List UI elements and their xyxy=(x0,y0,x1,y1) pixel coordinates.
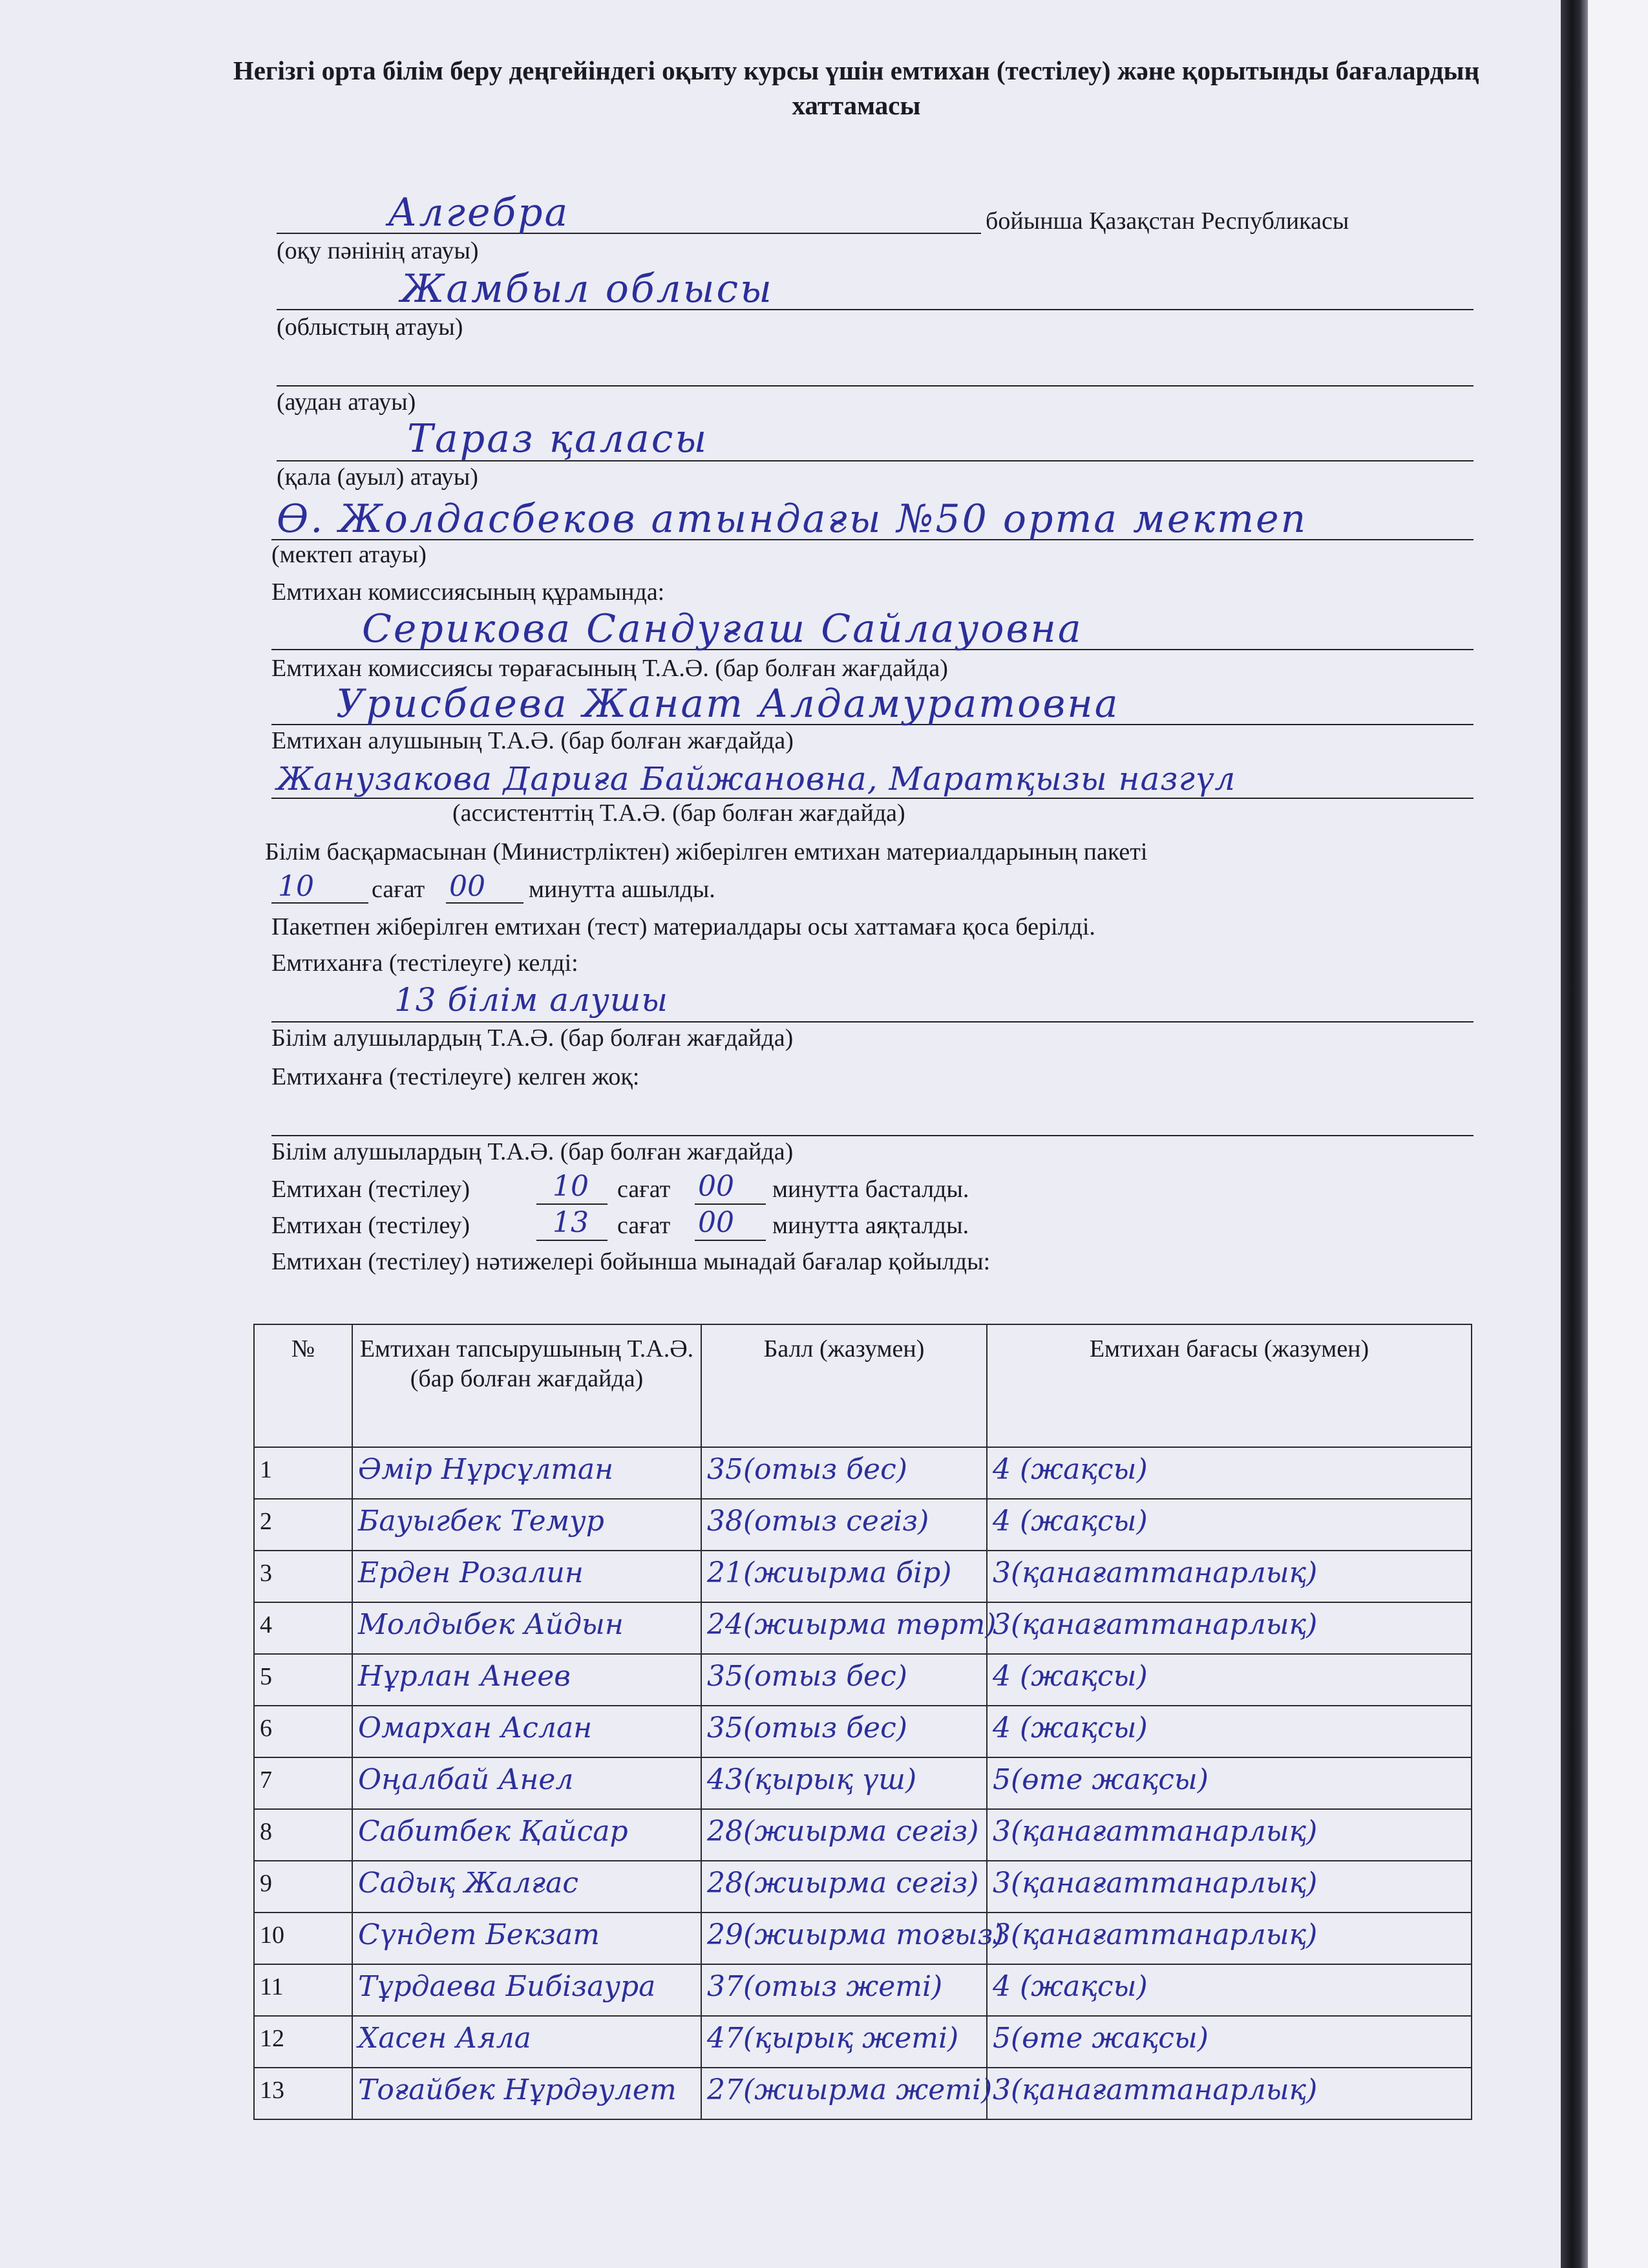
table-row xyxy=(254,1499,1472,1551)
student-score: 35(отыз бес) xyxy=(701,1654,987,1706)
table-row xyxy=(254,1447,1472,1499)
header-student-name: Емтихан тапсырушының Т.А.Ә. (бар болған жағдайда) xyxy=(352,1324,701,1447)
absent-caption: Білім алушылардың Т.А.Ә. (бар болған жағдайда) xyxy=(271,1138,794,1165)
table-row xyxy=(254,1551,1472,1602)
results-body xyxy=(254,1447,1472,2119)
header-number: № xyxy=(254,1324,352,1447)
school-caption: (мектеп атауы) xyxy=(271,541,427,568)
start-hour-line xyxy=(536,1203,607,1205)
row-number: 1 xyxy=(254,1447,352,1499)
end-minute-line xyxy=(695,1240,766,1241)
row-number: 7 xyxy=(254,1757,352,1809)
results-intro: Емтихан (тестілеу) нәтижелері бойынша мынадай бағалар қойылды: xyxy=(271,1248,991,1275)
end-minute: 00 xyxy=(698,1206,734,1239)
end-hour-line xyxy=(536,1240,607,1241)
subject-suffix: бойынша Қазақстан Республикасы xyxy=(986,207,1349,235)
student-grade: 3(қанағаттанарлық) xyxy=(987,2068,1472,2119)
student-score: 38(отыз сегіз) xyxy=(701,1499,987,1551)
student-score: 21(жиырма бір) xyxy=(701,1551,987,1602)
row-number: 10 xyxy=(254,1913,352,1964)
start-minute-line xyxy=(695,1203,766,1205)
region-caption: (облыстың атауы) xyxy=(277,313,463,341)
student-name: Әмір Нұрсұлтан xyxy=(352,1447,701,1499)
student-name: Молдыбек Айдын xyxy=(352,1602,701,1654)
absent-label: Емтиханға (тестілеуге) келген жоқ: xyxy=(271,1063,640,1090)
city-value: Тараз қаласы xyxy=(407,416,709,461)
student-name: Сүндет Бекзат xyxy=(352,1913,701,1964)
attended-line xyxy=(271,1021,1474,1023)
header-grade: Емтихан бағасы (жазумен) xyxy=(987,1324,1472,1447)
table-row xyxy=(254,1913,1472,1964)
student-name: Омархан Аслан xyxy=(352,1706,701,1757)
student-name: Оңалбай Анел xyxy=(352,1757,701,1809)
start-hour-label: сағат xyxy=(617,1176,671,1203)
row-number: 6 xyxy=(254,1706,352,1757)
student-name: Тұрдаева Бибізаура xyxy=(352,1964,701,2016)
student-grade: 4 (жақсы) xyxy=(987,1964,1472,2016)
header-score: Балл (жазумен) xyxy=(701,1324,987,1447)
chair-caption: Емтихан комиссиясы төрағасының Т.А.Ә. (бар болған жағдайда) xyxy=(271,655,948,682)
student-score: 28(жиырма сегіз) xyxy=(701,1861,987,1913)
subject-value: Алгебра xyxy=(388,190,570,235)
student-score: 47(қырық жеті) xyxy=(701,2016,987,2068)
student-score: 35(отыз бес) xyxy=(701,1706,987,1757)
package-minute-label: минутта ашылды. xyxy=(529,876,715,903)
end-suffix: минутта аяқталды. xyxy=(772,1212,969,1239)
student-grade: 3(қанағаттанарлық) xyxy=(987,1809,1472,1861)
student-score: 27(жиырма жеті) xyxy=(701,2068,987,2119)
row-number: 8 xyxy=(254,1809,352,1861)
attended-label: Емтиханға (тестілеуге) келді: xyxy=(271,949,578,977)
results-header-row xyxy=(254,1324,1472,1447)
end-prefix: Емтихан (тестілеу) xyxy=(271,1212,470,1239)
start-hour: 10 xyxy=(553,1170,589,1203)
assistants-value: Жанузакова Дариға Байжановна, Маратқызы назгүл xyxy=(277,760,1236,798)
commission-label: Емтихан комиссиясының құрамында: xyxy=(271,578,665,606)
start-suffix: минутта басталды. xyxy=(772,1176,969,1203)
table-row xyxy=(254,2068,1472,2119)
district-line xyxy=(277,385,1474,387)
table-row xyxy=(254,1757,1472,1809)
school-value: Ө. Жолдасбеков атындағы №50 орта мектеп xyxy=(277,496,1308,542)
row-number: 13 xyxy=(254,2068,352,2119)
table-row xyxy=(254,1861,1472,1913)
student-grade: 3(қанағаттанарлық) xyxy=(987,1861,1472,1913)
examiner-caption: Емтихан алушының Т.А.Ә. (бар болған жағдайда) xyxy=(271,727,794,754)
attended-caption: Білім алушылардың Т.А.Ә. (бар болған жағдайда) xyxy=(271,1024,794,1052)
student-grade: 5(өте жақсы) xyxy=(987,2016,1472,2068)
package-hour: 10 xyxy=(278,870,314,903)
student-score: 24(жиырма төрт) xyxy=(701,1602,987,1654)
table-row xyxy=(254,1654,1472,1706)
student-grade: 4 (жақсы) xyxy=(987,1706,1472,1757)
table-row xyxy=(254,1809,1472,1861)
row-number: 9 xyxy=(254,1861,352,1913)
student-name: Садық Жалғас xyxy=(352,1861,701,1913)
student-grade: 4 (жақсы) xyxy=(987,1447,1472,1499)
end-hour: 13 xyxy=(553,1206,589,1239)
attended-value: 13 білім алушы xyxy=(394,981,668,1019)
chair-value: Серикова Сандуғаш Сайлауовна xyxy=(362,606,1083,652)
student-grade: 3(қанағаттанарлық) xyxy=(987,1913,1472,1964)
student-grade: 5(өте жақсы) xyxy=(987,1757,1472,1809)
student-score: 37(отыз жеті) xyxy=(701,1964,987,2016)
start-prefix: Емтихан (тестілеу) xyxy=(271,1176,470,1203)
student-name: Нұрлан Анеев xyxy=(352,1654,701,1706)
student-score: 29(жиырма тоғыз) xyxy=(701,1913,987,1964)
row-number: 11 xyxy=(254,1964,352,2016)
region-value: Жамбыл облысы xyxy=(401,266,774,312)
materials-note: Пакетпен жіберілген емтихан (тест) материалдары осы хаттамаға қоса берілді. xyxy=(271,913,1095,940)
row-number: 2 xyxy=(254,1499,352,1551)
end-hour-label: сағат xyxy=(617,1212,671,1239)
student-name: Хасен Аяла xyxy=(352,2016,701,2068)
scan-margin xyxy=(1588,0,1648,2268)
assistants-caption: (ассистенттің Т.А.Ә. (бар болған жағдайда) xyxy=(452,800,905,827)
row-number: 3 xyxy=(254,1551,352,1602)
row-number: 4 xyxy=(254,1602,352,1654)
table-row xyxy=(254,2016,1472,2068)
package-line1: Білім басқармасынан (Министрліктен) жіберілген емтихан материалдарының пакеті xyxy=(265,838,1148,865)
examiner-value: Урисбаева Жанат Алдамуратовна xyxy=(336,681,1120,726)
package-hour-label: сағат xyxy=(372,876,425,903)
start-minute: 00 xyxy=(698,1170,734,1203)
table-row xyxy=(254,1602,1472,1654)
subject-caption: (оқу пәнінің атауы) xyxy=(277,237,479,264)
student-grade: 3(қанағаттанарлық) xyxy=(987,1551,1472,1602)
student-score: 28(жиырма сегіз) xyxy=(701,1809,987,1861)
package-minute: 00 xyxy=(449,870,485,903)
student-name: Ерден Розалин xyxy=(352,1551,701,1602)
row-number: 5 xyxy=(254,1654,352,1706)
city-caption: (қала (ауыл) атауы) xyxy=(277,463,478,491)
student-name: Бауыгбек Темур xyxy=(352,1499,701,1551)
student-grade: 3(қанағаттанарлық) xyxy=(987,1602,1472,1654)
table-row xyxy=(254,1964,1472,2016)
page-title: Негізгі орта білім беру деңгейіндегі оқыту курсы үшін емтихан (тестілеу) және қорытынды бағалардың хаттамасы xyxy=(233,56,1480,120)
student-score: 35(отыз бес) xyxy=(701,1447,987,1499)
table-row xyxy=(254,1706,1472,1757)
absent-line xyxy=(271,1135,1474,1136)
district-caption: (аудан атауы) xyxy=(277,388,416,416)
row-number: 12 xyxy=(254,2016,352,2068)
student-name: Сабитбек Қайсар xyxy=(352,1809,701,1861)
subject-line xyxy=(277,233,981,234)
results-table xyxy=(253,1324,1472,2120)
student-grade: 4 (жақсы) xyxy=(987,1499,1472,1551)
student-name: Тоғайбек Нұрдәулет xyxy=(352,2068,701,2119)
scan-shadow-edge xyxy=(1561,0,1588,2268)
student-grade: 4 (жақсы) xyxy=(987,1654,1472,1706)
student-score: 43(қырық үш) xyxy=(701,1757,987,1809)
